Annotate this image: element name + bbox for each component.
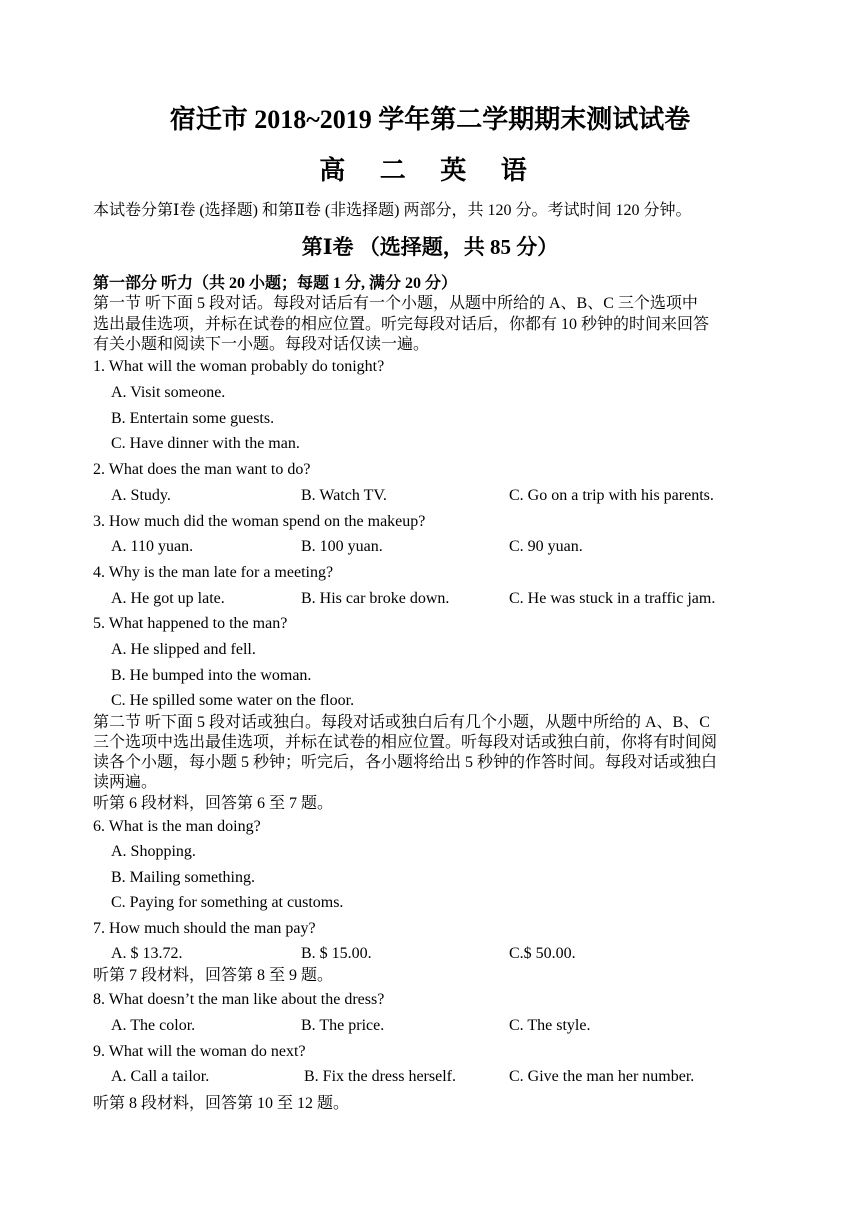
option-c: C. 90 yuan. — [509, 538, 583, 555]
option-b: B. $ 15.00. — [301, 945, 372, 962]
option-c: C. He spilled some water on the floor. — [111, 692, 355, 709]
option-a: A. Study. — [111, 487, 171, 504]
sec1-instruction-line: 第一节 听下面 5 段对话。每段对话后有一个小题，从题中所给的 A、B、C 三个选项中 — [93, 295, 698, 312]
option-a: A. Visit someone. — [111, 384, 226, 401]
option-c: C.$ 50.00. — [509, 945, 576, 962]
subject-title: 高 二 英 语 — [319, 156, 541, 185]
option-b: B. 100 yuan. — [301, 538, 383, 555]
option-b: B. Fix the dress herself. — [304, 1068, 456, 1085]
sec2-instruction-line: 读两遍。 — [93, 774, 158, 791]
option-b: B. Watch TV. — [301, 487, 387, 504]
question-stem: 4. Why is the man late for a meeting? — [93, 564, 334, 581]
option-a: A. He got up late. — [111, 590, 225, 607]
option-c: C. He was stuck in a traffic jam. — [509, 590, 716, 607]
question-stem: 6. What is the man doing? — [93, 818, 261, 835]
question-stem: 3. How much did the woman spend on the makeup? — [93, 513, 426, 530]
option-a: A. $ 13.72. — [111, 945, 183, 962]
material-instruction: 听第 6 段材料，回答第 6 至 7 题。 — [93, 795, 334, 812]
question-stem: 9. What will the woman do next? — [93, 1043, 306, 1060]
exam-intro: 本试卷分第Ⅰ卷 (选择题) 和第Ⅱ卷 (非选择题) 两部分，共 120 分。考试时间 120 分钟。 — [93, 202, 692, 219]
option-a: A. Call a tailor. — [111, 1068, 210, 1085]
sec2-instruction-line: 第二节 听下面 5 段对话或独白。每段对话或独白后有几个小题，从题中所给的 A、B、C — [93, 714, 710, 731]
material-instruction: 听第 7 段材料，回答第 8 至 9 题。 — [93, 967, 334, 984]
sec1-instruction-line: 有关小题和阅读下一小题。每段对话仅读一遍。 — [93, 336, 430, 353]
option-a: A. He slipped and fell. — [111, 641, 256, 658]
option-c: C. Go on a trip with his parents. — [509, 487, 714, 504]
option-c: C. The style. — [509, 1017, 591, 1034]
option-c: C. Paying for something at customs. — [111, 894, 344, 911]
sec2-instruction-line: 读各个小题，每小题 5 秒钟；听完后，各小题将给出 5 秒钟的作答时间。每段对话或独白 — [93, 754, 718, 771]
question-stem: 1. What will the woman probably do tonight? — [93, 358, 385, 375]
question-stem: 7. How much should the man pay? — [93, 920, 316, 937]
sec2-instruction-line: 三个选项中选出最佳选项，并标在试卷的相应位置。听每段对话或独白前，你将有时间阅 — [93, 734, 718, 751]
exam-title: 宿迁市 2018~2019 学年第二学期期末测试试卷 — [169, 105, 691, 134]
section-title: 第Ⅰ卷 （选择题，共 85 分） — [301, 235, 559, 259]
option-b: B. The price. — [301, 1017, 385, 1034]
material-instruction: 听第 8 段材料，回答第 10 至 12 题。 — [93, 1095, 350, 1112]
question-stem: 2. What does the man want to do? — [93, 461, 311, 478]
option-c: C. Have dinner with the man. — [111, 435, 300, 452]
question-stem: 8. What doesn’t the man like about the dress? — [93, 991, 385, 1008]
option-b: B. He bumped into the woman. — [111, 667, 312, 684]
option-b: B. His car broke down. — [301, 590, 450, 607]
sec1-instruction-line: 选出最佳选项，并标在试卷的相应位置。听完每段对话后，你都有 10 秒钟的时间来回答 — [93, 316, 710, 333]
option-b: B. Entertain some guests. — [111, 410, 275, 427]
option-b: B. Mailing something. — [111, 869, 255, 886]
option-a: A. The color. — [111, 1017, 196, 1034]
option-a: A. Shopping. — [111, 843, 196, 860]
option-a: A. 110 yuan. — [111, 538, 194, 555]
question-stem: 5. What happened to the man? — [93, 615, 288, 632]
option-c: C. Give the man her number. — [509, 1068, 695, 1085]
part1-heading: 第一部分 听力（共 20 小题；每题 1 分, 满分 20 分） — [93, 275, 458, 292]
